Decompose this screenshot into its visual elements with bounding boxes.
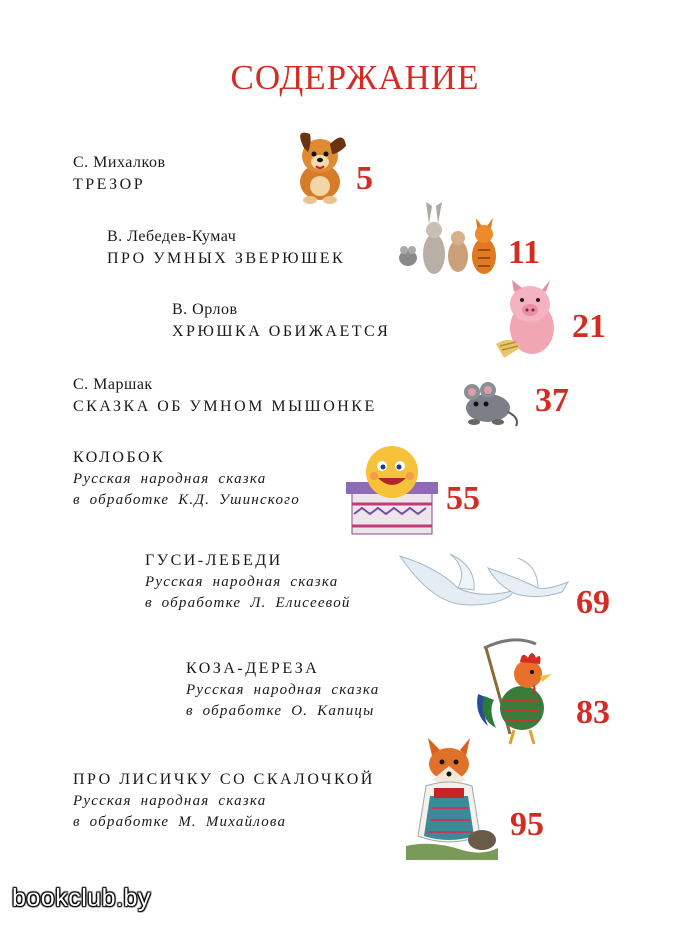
kolobok-icon	[342, 444, 442, 536]
page-number: 95	[510, 806, 544, 843]
swans-icon	[398, 548, 570, 612]
entry-note: Русская народная сказка	[186, 682, 380, 698]
page-number: 5	[356, 160, 373, 197]
entry-note: Русская народная сказка	[73, 793, 267, 809]
page-number: 37	[535, 382, 569, 419]
entry-story-title: ТРЕЗОР	[73, 176, 146, 193]
entry-story-title: СКАЗКА ОБ УМНОМ МЫШОНКЕ	[73, 398, 377, 415]
toc-entry-7	[186, 658, 379, 722]
entry-note: Русская народная сказка	[145, 574, 339, 590]
piglet-icon	[494, 278, 564, 360]
toc-entry-2	[107, 226, 345, 270]
entry-story-title: ГУСИ-ЛЕБЕДИ	[145, 552, 283, 569]
entry-story-title: ХРЮШКА ОБИЖАЕТСЯ	[172, 323, 391, 340]
page-number: 83	[576, 694, 610, 731]
entry-note: в обработке М. Михайлова	[73, 814, 287, 830]
page-number: 21	[572, 308, 606, 345]
animals-icon	[398, 200, 500, 280]
entry-author: С. Маршак	[73, 376, 153, 393]
entry-note: в обработке Л. Елисеевой	[145, 595, 351, 611]
toc-entry-4	[73, 374, 377, 418]
entry-note: в обработке К.Д. Ушинского	[73, 492, 300, 508]
toc-entry-8	[73, 769, 375, 833]
puppy-icon	[290, 124, 352, 204]
entry-note: Русская народная сказка	[73, 471, 267, 487]
mouse-icon	[454, 380, 522, 428]
entry-story-title: КОЛОБОК	[73, 449, 166, 466]
page-title: СОДЕРЖАНИЕ	[230, 58, 480, 97]
entry-author: В. Орлов	[172, 301, 238, 318]
entry-story-title: ПРО УМНЫХ ЗВЕРЮШЕК	[107, 250, 346, 267]
page-number: 55	[446, 480, 480, 517]
toc-entry-5	[73, 447, 300, 511]
entry-author: В. Лебедев-Кумач	[107, 228, 237, 245]
page-number: 11	[508, 234, 541, 271]
toc-entry-6	[145, 550, 351, 614]
toc-entry-3	[172, 299, 390, 343]
page-number: 69	[576, 584, 610, 621]
entry-author: С. Михалков	[73, 154, 166, 171]
entry-note: в обработке О. Капицы	[186, 703, 375, 719]
fox-icon	[402, 736, 502, 860]
entry-story-title: КОЗА-ДЕРЕЗА	[186, 660, 320, 677]
watermark: bookclub.by	[12, 884, 151, 912]
entry-story-title: ПРО ЛИСИЧКУ СО СКАЛОЧКОЙ	[73, 771, 375, 788]
rooster-icon	[474, 634, 566, 746]
toc-entry-1	[73, 152, 166, 196]
